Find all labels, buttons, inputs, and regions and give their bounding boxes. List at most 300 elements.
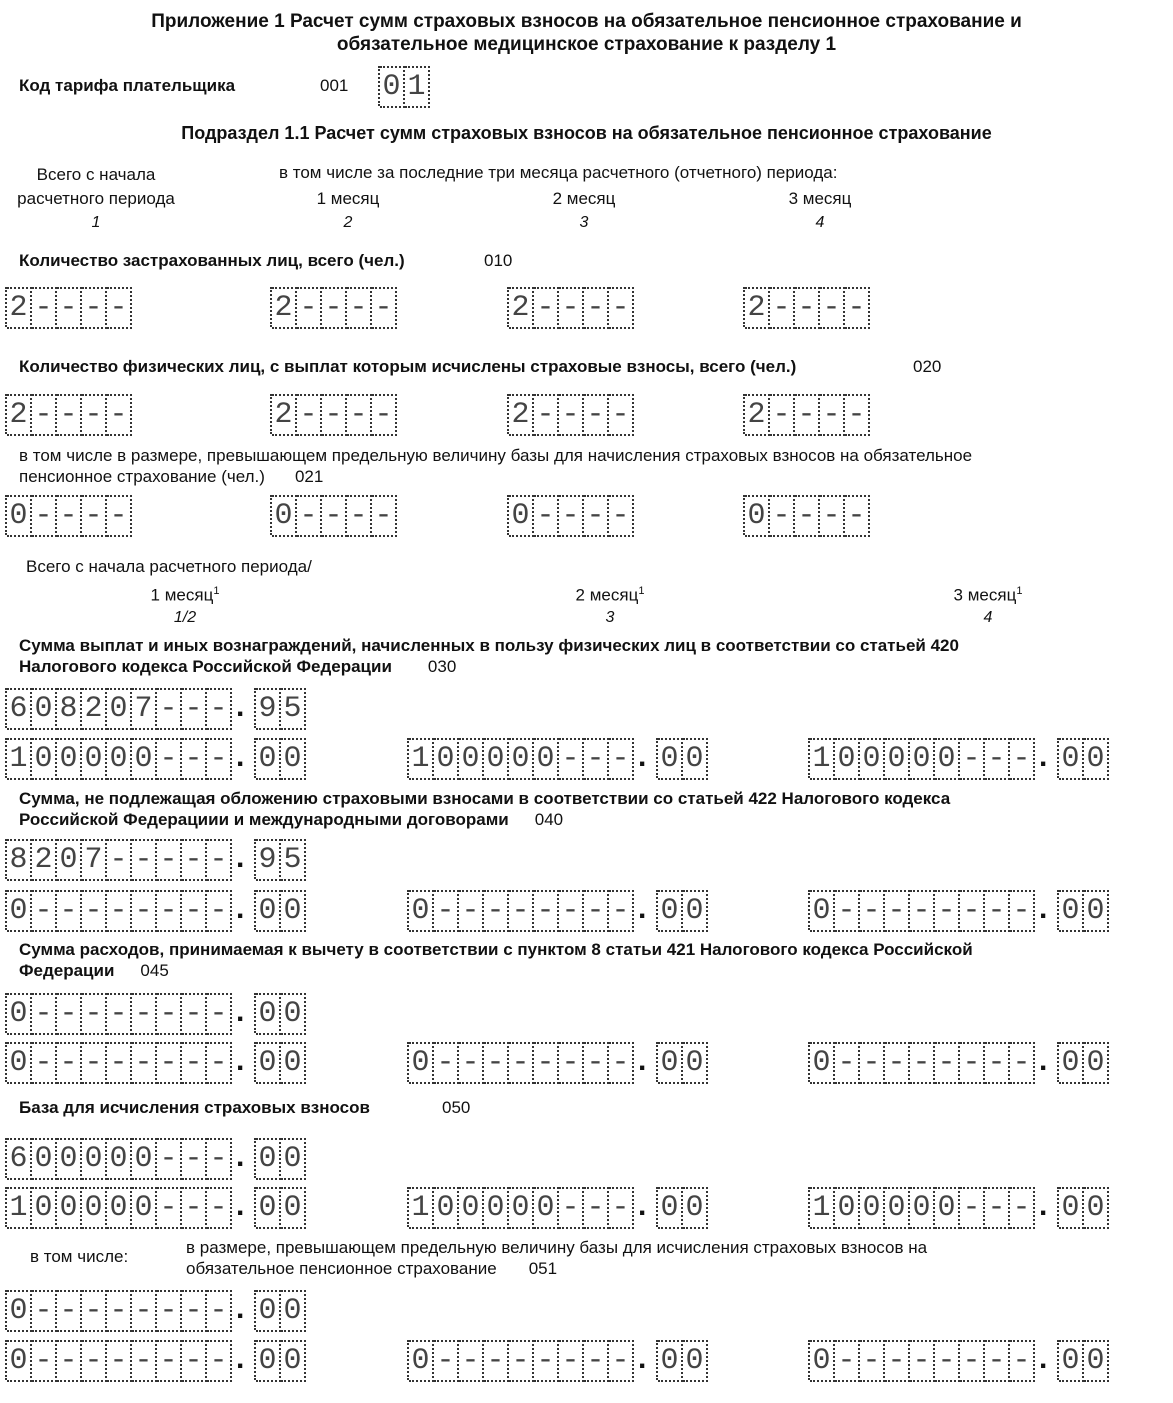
h2-col1-label-row: [100, 580, 270, 607]
digit-cell: 0: [256, 890, 281, 932]
line021-code: 021: [294, 467, 324, 486]
line030-label-l1: Сумма выплат и иных вознаграждений, начисленных в пользу физических лиц в соответствии со статьей 420: [19, 636, 959, 655]
line040-month2-input-frac[interactable]: [656, 890, 708, 930]
digit-cell: -: [860, 890, 885, 932]
page-title: [0, 10, 1173, 56]
line051-month1-input-frac[interactable]: [254, 1340, 306, 1380]
digit-cell: 0: [7, 890, 32, 932]
digit-cell: -: [584, 495, 609, 537]
digit-cell: -: [609, 1340, 634, 1382]
digit-cell: 0: [1084, 1187, 1109, 1229]
digit-cell: -: [57, 287, 82, 329]
digit-cell: 0: [409, 1042, 434, 1084]
digit-cell: -: [182, 839, 207, 881]
digit-cell: -: [960, 1042, 985, 1084]
digit-cell: -: [157, 688, 182, 730]
digit-cell: 0: [745, 495, 770, 537]
tariff-input[interactable]: [378, 66, 430, 106]
line040-month3-input-int[interactable]: [808, 890, 1035, 930]
line021-col2-input[interactable]: [270, 495, 397, 535]
digit-cell: -: [132, 993, 157, 1035]
digit-cell: -: [1010, 738, 1035, 780]
digit-cell: -: [534, 1340, 559, 1382]
digit-cell: 0: [256, 1290, 281, 1332]
digit-cell: 0: [459, 1187, 484, 1229]
digit-cell: -: [484, 890, 509, 932]
digit-cell: -: [835, 1042, 860, 1084]
digit-cell: -: [107, 1290, 132, 1332]
digit-cell: 0: [32, 1138, 57, 1180]
digit-cell: 0: [132, 738, 157, 780]
h2-col3: [903, 580, 1073, 629]
digit-cell: 0: [810, 1340, 835, 1382]
digit-cell: -: [985, 1187, 1010, 1229]
line030-month3-input-int[interactable]: [808, 738, 1035, 778]
line051-label-l2-row: [186, 1258, 927, 1279]
digit-cell: -: [157, 738, 182, 780]
line050-month1-input-frac[interactable]: [254, 1187, 306, 1227]
digit-cell: -: [347, 394, 372, 436]
h2-col3-num: 4: [983, 608, 993, 626]
digit-cell: 0: [434, 738, 459, 780]
line021-label-l2-row: [19, 466, 972, 487]
digit-cell: -: [770, 394, 795, 436]
digit-cell: 0: [7, 495, 32, 537]
digit-cell: 0: [380, 66, 405, 108]
digit-cell: 0: [810, 890, 835, 932]
digit-cell: 2: [509, 394, 534, 436]
digit-cell: -: [107, 993, 132, 1035]
digit-cell: 0: [835, 738, 860, 780]
digit-cell: -: [32, 993, 57, 1035]
digit-cell: -: [32, 1042, 57, 1084]
h2-col2: [525, 580, 695, 629]
line030-month1-input-frac[interactable]: [254, 738, 306, 778]
digit-cell: -: [835, 1340, 860, 1382]
line040-month1-input-int[interactable]: [5, 890, 232, 930]
digit-cell: -: [960, 890, 985, 932]
digit-cell: -: [584, 1187, 609, 1229]
digit-cell: -: [434, 1042, 459, 1084]
line050-month2-input-int[interactable]: [407, 1187, 634, 1227]
digit-cell: -: [584, 738, 609, 780]
digit-cell: 0: [1059, 1187, 1084, 1229]
digit-cell: 0: [281, 890, 306, 932]
digit-cell: -: [82, 495, 107, 537]
digit-cell: 6: [7, 688, 32, 730]
digit-cell: -: [985, 1340, 1010, 1382]
decimal-point: .: [236, 995, 245, 1028]
digit-cell: -: [1010, 890, 1035, 932]
digit-cell: 0: [107, 738, 132, 780]
line021-col4-input[interactable]: [743, 495, 870, 535]
line051-total-input-frac[interactable]: [254, 1290, 306, 1330]
line050-month2-input-frac[interactable]: [656, 1187, 708, 1227]
digit-cell: 0: [1059, 1042, 1084, 1084]
digit-cell: 7: [132, 688, 157, 730]
h2-col2-label: 2 месяц: [575, 585, 639, 605]
digit-cell: -: [609, 394, 634, 436]
line045-total-input-int[interactable]: [5, 993, 232, 1033]
digit-cell: -: [820, 287, 845, 329]
digit-cell: -: [795, 287, 820, 329]
line040-month1-input-frac[interactable]: [254, 890, 306, 930]
digit-cell: 0: [683, 738, 708, 780]
digit-cell: 2: [82, 688, 107, 730]
digit-cell: 2: [7, 394, 32, 436]
digit-cell: 0: [132, 1138, 157, 1180]
line020-col2-input[interactable]: [270, 394, 397, 434]
digit-cell: 0: [935, 738, 960, 780]
digit-cell: 0: [658, 1187, 683, 1229]
digit-cell: -: [372, 495, 397, 537]
line030-month2-input-int[interactable]: [407, 738, 634, 778]
line040-label-l1: Сумма, не подлежащая обложению страховыми взносами в соответствии со статьей 422 Налогового кодекса: [19, 789, 951, 808]
line050-month3-input-int[interactable]: [808, 1187, 1035, 1227]
line045-label: [19, 939, 973, 981]
line030-month2-input-frac[interactable]: [656, 738, 708, 778]
line030-month3-input-frac[interactable]: [1057, 738, 1109, 778]
digit-cell: -: [845, 495, 870, 537]
digit-cell: 0: [256, 1042, 281, 1084]
digit-cell: -: [609, 495, 634, 537]
line040-month3-input-frac[interactable]: [1057, 890, 1109, 930]
digit-cell: -: [157, 1187, 182, 1229]
digit-cell: -: [559, 890, 584, 932]
line021-col1-input[interactable]: [5, 495, 132, 535]
line051-month3-input-int[interactable]: [808, 1340, 1035, 1380]
line030-code: 030: [427, 657, 457, 676]
digit-cell: -: [182, 1187, 207, 1229]
digit-cell: 0: [57, 738, 82, 780]
line040-month2-input-int[interactable]: [407, 890, 634, 930]
digit-cell: -: [82, 993, 107, 1035]
digit-cell: 9: [256, 688, 281, 730]
line010-col2-input[interactable]: [270, 287, 397, 327]
digit-cell: -: [820, 394, 845, 436]
digit-cell: 2: [272, 394, 297, 436]
line030-total-input-frac[interactable]: [254, 688, 306, 728]
line045-label-l2: Федерации: [19, 961, 115, 980]
digit-cell: 0: [132, 1187, 157, 1229]
digit-cell: -: [885, 1042, 910, 1084]
digit-cell: 7: [82, 839, 107, 881]
digit-cell: -: [297, 495, 322, 537]
digit-cell: -: [960, 1340, 985, 1382]
digit-cell: 0: [835, 1187, 860, 1229]
line021-label: [19, 445, 972, 487]
digit-cell: 0: [57, 1187, 82, 1229]
digit-cell: -: [609, 1042, 634, 1084]
line030-month1-input-int[interactable]: [5, 738, 232, 778]
decimal-point: .: [638, 1044, 647, 1077]
line040-total-input-frac[interactable]: [254, 839, 306, 879]
digit-cell: 0: [910, 738, 935, 780]
digit-cell: -: [182, 993, 207, 1035]
line021-col3-input[interactable]: [507, 495, 634, 535]
digit-cell: 0: [82, 1138, 107, 1180]
title-line-2: обязательное медицинское страхование к разделу 1: [336, 34, 837, 55]
digit-cell: 0: [107, 1138, 132, 1180]
digit-cell: 1: [810, 738, 835, 780]
col-month3-label: 3 месяц: [788, 189, 852, 208]
h2-total: Всего с начала расчетного периода/: [26, 557, 312, 576]
digit-cell: -: [609, 1187, 634, 1229]
digit-cell: -: [32, 287, 57, 329]
line051-incl: в том числе:: [30, 1247, 129, 1266]
digit-cell: -: [459, 1042, 484, 1084]
digit-cell: -: [107, 287, 132, 329]
digit-cell: -: [57, 1042, 82, 1084]
title-line-1: Приложение 1 Расчет сумм страховых взносов на обязательное пенсионное страхование и: [151, 11, 1022, 32]
decimal-point: .: [638, 740, 647, 773]
h2-col3-label-row: [903, 580, 1073, 607]
digit-cell: -: [795, 394, 820, 436]
line045-month1-input-frac[interactable]: [254, 1042, 306, 1082]
line045-label-l1: Сумма расходов, принимаемая к вычету в соответствии с пунктом 8 статьи 421 Налогового кодекса Российской: [19, 940, 973, 959]
digit-cell: 0: [7, 1340, 32, 1382]
digit-cell: -: [372, 394, 397, 436]
digit-cell: -: [372, 287, 397, 329]
line050-month1-input-int[interactable]: [5, 1187, 232, 1227]
digit-cell: 0: [509, 738, 534, 780]
line051-total-input-int[interactable]: [5, 1290, 232, 1330]
digit-cell: 0: [658, 1340, 683, 1382]
digit-cell: 8: [57, 688, 82, 730]
line051-month1-input-int[interactable]: [5, 1340, 232, 1380]
digit-cell: -: [835, 890, 860, 932]
h2-col1: [100, 580, 270, 629]
digit-cell: -: [795, 495, 820, 537]
digit-cell: -: [584, 287, 609, 329]
digit-cell: -: [207, 1138, 232, 1180]
digit-cell: 2: [7, 287, 32, 329]
digit-cell: -: [157, 993, 182, 1035]
digit-cell: -: [82, 394, 107, 436]
line050-total-input-frac[interactable]: [254, 1138, 306, 1178]
line020-col4-input[interactable]: [743, 394, 870, 434]
digit-cell: 2: [745, 287, 770, 329]
line010-col1-input[interactable]: [5, 287, 132, 327]
digit-cell: -: [609, 738, 634, 780]
digit-cell: -: [207, 839, 232, 881]
line030-label-l2: Налогового кодекса Российской Федерации: [19, 657, 392, 676]
digit-cell: -: [322, 394, 347, 436]
digit-cell: -: [32, 495, 57, 537]
digit-cell: -: [107, 1042, 132, 1084]
line045-month2-input-int[interactable]: [407, 1042, 634, 1082]
digit-cell: -: [157, 890, 182, 932]
digit-cell: -: [985, 890, 1010, 932]
digit-cell: -: [559, 394, 584, 436]
line040-label-l2: Российской Федерациии и международными договорами: [19, 810, 509, 829]
digit-cell: -: [935, 1042, 960, 1084]
digit-cell: -: [584, 890, 609, 932]
digit-cell: 5: [281, 839, 306, 881]
digit-cell: -: [132, 1042, 157, 1084]
digit-cell: -: [157, 1340, 182, 1382]
line051-month2-input-int[interactable]: [407, 1340, 634, 1380]
digit-cell: -: [157, 1290, 182, 1332]
digit-cell: -: [207, 688, 232, 730]
decimal-point: .: [638, 1189, 647, 1222]
digit-cell: -: [107, 495, 132, 537]
line020-col1-input[interactable]: [5, 394, 132, 434]
digit-cell: 0: [107, 688, 132, 730]
decimal-point: .: [236, 892, 245, 925]
digit-cell: 0: [658, 738, 683, 780]
digit-cell: -: [207, 1187, 232, 1229]
digit-cell: -: [484, 1340, 509, 1382]
digit-cell: -: [32, 394, 57, 436]
col-total-header: [0, 163, 192, 235]
digit-cell: -: [207, 1042, 232, 1084]
line045-month3-input-int[interactable]: [808, 1042, 1035, 1082]
digit-cell: -: [845, 287, 870, 329]
line045-month2-input-frac[interactable]: [656, 1042, 708, 1082]
digit-cell: -: [57, 1340, 82, 1382]
digit-cell: 0: [1084, 738, 1109, 780]
digit-cell: 0: [281, 1042, 306, 1084]
digit-cell: 0: [459, 738, 484, 780]
line010-label: Количество застрахованных лиц, всего (чел.): [19, 251, 405, 270]
digit-cell: 0: [7, 1042, 32, 1084]
line050-label: База для исчисления страховых взносов: [19, 1098, 370, 1117]
digit-cell: -: [509, 890, 534, 932]
digit-cell: 2: [745, 394, 770, 436]
line010-col3-input[interactable]: [507, 287, 634, 327]
digit-cell: -: [584, 1340, 609, 1382]
decimal-point: .: [236, 1342, 245, 1375]
digit-cell: 0: [885, 1187, 910, 1229]
digit-cell: -: [82, 1042, 107, 1084]
digit-cell: -: [182, 1290, 207, 1332]
digit-cell: 0: [57, 839, 82, 881]
col-total-num: 1: [91, 214, 101, 231]
decimal-point: .: [1039, 1342, 1048, 1375]
digit-cell: 0: [256, 1340, 281, 1382]
digit-cell: -: [960, 738, 985, 780]
digit-cell: 0: [1084, 890, 1109, 932]
line050-month3-input-frac[interactable]: [1057, 1187, 1109, 1227]
line045-month3-input-frac[interactable]: [1057, 1042, 1109, 1082]
decimal-point: .: [236, 740, 245, 773]
line051-month3-input-frac[interactable]: [1057, 1340, 1109, 1380]
line020-label: Количество физических лиц, с выплат которым исчислены страховые взносы, всего (чел.): [19, 357, 797, 376]
digit-cell: 0: [1084, 1042, 1109, 1084]
col-total-line1: Всего с начала: [36, 165, 156, 184]
line045-code: 045: [140, 961, 169, 980]
digit-cell: -: [609, 287, 634, 329]
digit-cell: -: [559, 1340, 584, 1382]
digit-cell: 1: [7, 738, 32, 780]
digit-cell: -: [57, 993, 82, 1035]
line021-label-l2: пенсионное страхование (чел.): [19, 467, 265, 486]
digit-cell: 0: [810, 1042, 835, 1084]
digit-cell: 0: [1059, 1340, 1084, 1382]
digit-cell: -: [559, 1042, 584, 1084]
digit-cell: 1: [409, 1187, 434, 1229]
decimal-point: .: [236, 1189, 245, 1222]
digit-cell: -: [770, 495, 795, 537]
digit-cell: 0: [1084, 1340, 1109, 1382]
line040-total-input-int[interactable]: [5, 839, 232, 879]
digit-cell: -: [910, 1042, 935, 1084]
digit-cell: -: [559, 287, 584, 329]
digit-cell: 5: [281, 688, 306, 730]
digit-cell: -: [82, 1290, 107, 1332]
digit-cell: 0: [256, 1187, 281, 1229]
digit-cell: 9: [256, 839, 281, 881]
tariff-code: 001: [320, 76, 349, 95]
digit-cell: -: [910, 890, 935, 932]
line020-code: 020: [913, 357, 942, 376]
digit-cell: -: [132, 890, 157, 932]
digit-cell: 0: [860, 738, 885, 780]
digit-cell: -: [534, 287, 559, 329]
digit-cell: -: [322, 495, 347, 537]
digit-cell: 0: [885, 738, 910, 780]
col-month3-header: [740, 187, 900, 235]
digit-cell: 0: [82, 1187, 107, 1229]
digit-cell: 0: [281, 993, 306, 1035]
digit-cell: -: [559, 1187, 584, 1229]
digit-cell: 8: [7, 839, 32, 881]
digit-cell: -: [107, 839, 132, 881]
digit-cell: 0: [658, 1042, 683, 1084]
line010-col4-input[interactable]: [743, 287, 870, 327]
line030-total-input-int[interactable]: [5, 688, 232, 728]
digit-cell: 0: [256, 993, 281, 1035]
line045-total-input-frac[interactable]: [254, 993, 306, 1033]
line021-label-l1: в том числе в размере, превышающем предельную величину базы для начисления страховых взносов на обязательное: [19, 446, 973, 465]
line045-month1-input-int[interactable]: [5, 1042, 232, 1082]
digit-cell: -: [32, 1340, 57, 1382]
digit-cell: 0: [281, 1187, 306, 1229]
digit-cell: -: [935, 1340, 960, 1382]
digit-cell: -: [985, 1042, 1010, 1084]
digit-cell: 0: [256, 1138, 281, 1180]
line051-month2-input-frac[interactable]: [656, 1340, 708, 1380]
digit-cell: -: [1010, 1187, 1035, 1229]
digit-cell: -: [132, 1340, 157, 1382]
digit-cell: -: [347, 287, 372, 329]
digit-cell: -: [157, 1138, 182, 1180]
digit-cell: -: [182, 1138, 207, 1180]
col-month3-num: 4: [815, 214, 825, 231]
digit-cell: 0: [256, 738, 281, 780]
digit-cell: 0: [32, 688, 57, 730]
digit-cell: 1: [7, 1187, 32, 1229]
h2-col3-sup: 1: [1016, 585, 1023, 597]
digit-cell: -: [132, 839, 157, 881]
decimal-point: .: [638, 892, 647, 925]
digit-cell: 2: [509, 287, 534, 329]
digit-cell: 0: [409, 890, 434, 932]
line020-col3-input[interactable]: [507, 394, 634, 434]
digit-cell: -: [584, 1042, 609, 1084]
digit-cell: 0: [534, 738, 559, 780]
digit-cell: 0: [107, 1187, 132, 1229]
digit-cell: -: [459, 1340, 484, 1382]
line050-total-input-int[interactable]: [5, 1138, 232, 1178]
digit-cell: -: [57, 1290, 82, 1332]
line040-code: 040: [534, 810, 564, 829]
digit-cell: -: [207, 993, 232, 1035]
line051-label-l1: в размере, превышающем предельную величину базы для исчисления страховых взносов на: [186, 1238, 928, 1257]
digit-cell: -: [57, 394, 82, 436]
digit-cell: 0: [82, 738, 107, 780]
